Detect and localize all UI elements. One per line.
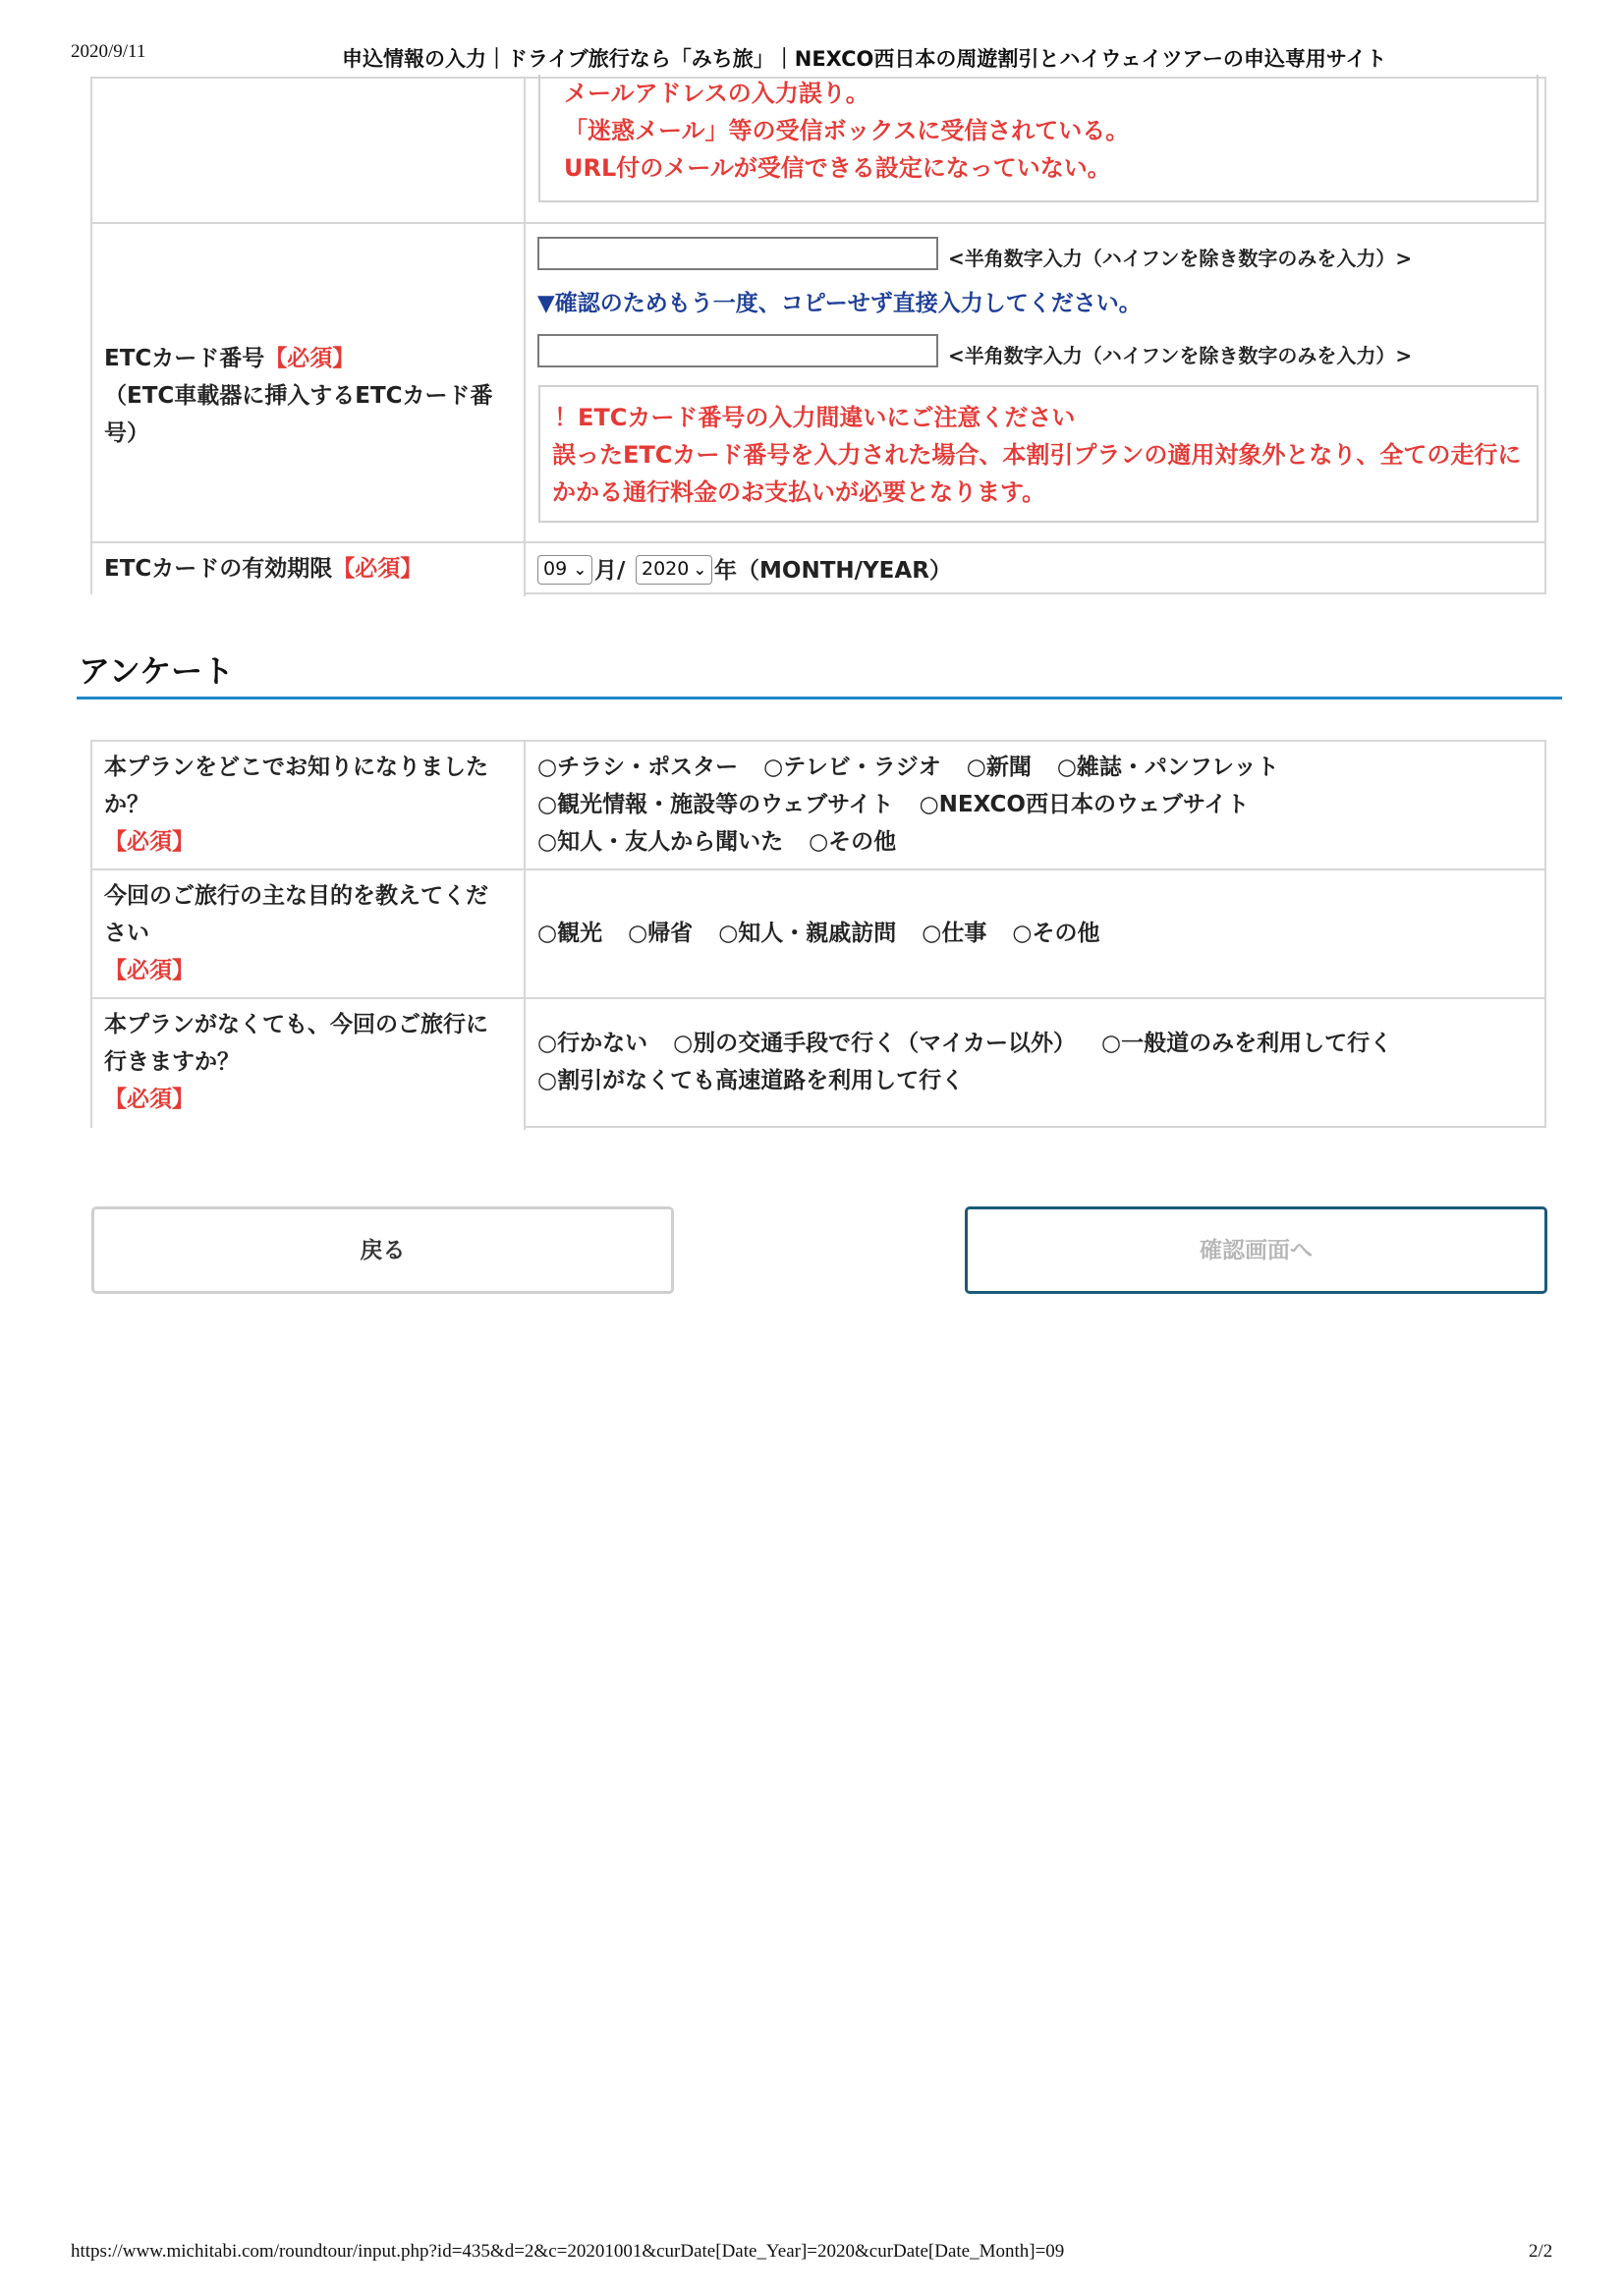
radio-option[interactable]: ○行かない xyxy=(537,1031,648,1056)
etc-card-sublabel-2: 号） xyxy=(104,420,149,446)
survey-q3-options-line-2 xyxy=(537,1062,981,1099)
survey-q3-label-cell xyxy=(92,999,526,1130)
radio-option[interactable]: ○知人・親戚訪問 xyxy=(718,921,897,946)
radio-icon: ○ xyxy=(628,921,648,946)
radio-icon: ○ xyxy=(537,1031,558,1056)
survey-q1-label-1: 本プランをどこでお知りになりました xyxy=(104,755,488,780)
radio-icon: ○ xyxy=(966,755,986,780)
email-note-2: 「迷惑メール」等の受信ボックスに受信されている。 xyxy=(564,117,1130,144)
email-warning-box xyxy=(538,75,1539,202)
radio-option[interactable]: ○その他 xyxy=(809,829,897,855)
radio-option[interactable]: ○仕事 xyxy=(922,921,987,946)
etc-card-row xyxy=(92,224,1544,543)
survey-q2-label-1: 今回のご旅行の主な目的を教えてくだ xyxy=(104,883,488,909)
etc-card-input-hint-1: <半角数字入力（ハイフンを除き数字のみを入力）> xyxy=(948,247,1413,270)
print-page-title: 申込情報の入力｜ドライブ旅行なら「みち旅」｜NEXCO西日本の周遊割引とハイウェイツアーの申込専用サイト xyxy=(342,47,1387,71)
radio-option[interactable]: ○NEXCO西日本のウェブサイト xyxy=(919,792,1250,817)
radio-icon: ○ xyxy=(537,1068,558,1093)
expiry-month-select[interactable]: 09 ⌄ xyxy=(537,555,592,585)
survey-q1-options xyxy=(526,742,1544,868)
chevron-down-icon: ⌄ xyxy=(693,560,706,579)
radio-option[interactable]: ○帰省 xyxy=(628,921,694,946)
print-date: 2020/9/11 xyxy=(71,41,146,62)
required-badge: 【必須】 xyxy=(332,556,423,582)
required-badge: 【必須】 xyxy=(104,958,195,983)
radio-icon: ○ xyxy=(763,755,784,780)
etc-card-confirm-note: ▼確認のためもう一度、コピーせず直接入力してください。 xyxy=(537,291,1142,316)
required-badge: 【必須】 xyxy=(264,346,356,371)
etc-card-number-confirm-input[interactable] xyxy=(537,334,938,367)
survey-q1-label-cell xyxy=(92,742,526,868)
radio-icon: ○ xyxy=(537,792,558,817)
email-notes-row xyxy=(92,79,1544,224)
radio-option[interactable]: ○テレビ・ラジオ xyxy=(763,755,941,780)
survey-q3-label-2: 行きますか？ xyxy=(104,1049,240,1075)
etc-card-sublabel-1: （ETC車載器に挿入するETCカード番 xyxy=(104,383,493,409)
radio-icon: ○ xyxy=(537,921,558,946)
radio-icon: ○ xyxy=(1101,1031,1122,1056)
print-url: https://www.michitabi.com/roundtour/input.php?id=435&d=2&c=20201001&curDate[Date_Year]=2020&curDate[Date_Month]=09 xyxy=(71,2241,1065,2262)
chevron-down-icon: ⌄ xyxy=(573,560,587,579)
survey-q2-label-cell xyxy=(92,870,526,997)
expiry-month-suffix: 月/ xyxy=(594,558,626,584)
etc-card-input-hint-2: <半角数字入力（ハイフンを除き数字のみを入力）> xyxy=(948,344,1413,367)
survey-q2-label-2: さい xyxy=(104,921,149,946)
survey-section-title: アンケート xyxy=(79,652,235,690)
expiry-year-select[interactable]: 2020 ⌄ xyxy=(636,555,712,585)
survey-q1-options-line-3 xyxy=(537,823,914,861)
radio-icon: ○ xyxy=(537,829,558,855)
radio-icon: ○ xyxy=(919,792,939,817)
etc-expiry-value-cell xyxy=(526,543,1544,596)
survey-q2-row xyxy=(92,870,1544,999)
survey-q1-options-line-2 xyxy=(537,786,1266,823)
radio-icon: ○ xyxy=(922,921,942,946)
radio-option[interactable]: ○観光 xyxy=(537,921,603,946)
survey-table xyxy=(90,740,1546,1128)
etc-expiry-label-cell xyxy=(92,543,526,596)
survey-q1-label-2: か？ xyxy=(104,792,149,817)
survey-section-divider xyxy=(77,697,1562,700)
radio-icon: ○ xyxy=(1012,921,1033,946)
email-note-3: URL付のメールが受信できる設定になっていない。 xyxy=(564,154,1111,182)
radio-option[interactable]: ○観光情報・施設等のウェブサイト xyxy=(537,792,894,817)
etc-expiry-row xyxy=(92,543,1544,596)
radio-option[interactable]: ○新聞 xyxy=(966,755,1032,780)
radio-icon: ○ xyxy=(809,829,829,855)
expiry-year-suffix: 年（MONTH/YEAR） xyxy=(714,558,952,584)
survey-q3-options xyxy=(526,999,1544,1130)
etc-expiry-label: ETCカードの有効期限【必須】 xyxy=(104,556,423,582)
email-notes-label-cell xyxy=(92,79,526,222)
back-button[interactable]: 戻る xyxy=(91,1206,674,1294)
required-badge: 【必須】 xyxy=(104,1087,195,1112)
radio-option[interactable]: ○雑誌・パンフレット xyxy=(1056,755,1279,780)
radio-icon: ○ xyxy=(1056,755,1077,780)
etc-card-warning-body-1: 誤ったETCカード番号を入力された場合、本割引プランの適用対象外となり、全ての走行に xyxy=(552,441,1522,469)
survey-q3-options-line-1 xyxy=(537,1025,1410,1062)
radio-option[interactable]: ○知人・友人から聞いた xyxy=(537,829,784,855)
form-table xyxy=(90,77,1546,594)
radio-icon: ○ xyxy=(537,755,558,780)
etc-card-warning-title: ！ETCカード番号の入力間違いにご注意ください xyxy=(554,404,1076,431)
radio-option[interactable]: ○別の交通手段で行く（マイカー以外） xyxy=(673,1031,1077,1056)
survey-q2-options xyxy=(526,870,1544,997)
print-page-number: 2/2 xyxy=(1529,2241,1553,2262)
etc-card-value-cell xyxy=(526,224,1544,541)
radio-icon: ○ xyxy=(673,1031,694,1056)
radio-icon: ○ xyxy=(718,921,739,946)
etc-card-label: ETCカード番号【必須】 xyxy=(104,346,356,371)
required-badge: 【必須】 xyxy=(104,829,195,855)
confirm-screen-button[interactable]: 確認画面へ xyxy=(965,1206,1547,1294)
radio-option[interactable]: ○チラシ・ポスター xyxy=(537,755,739,780)
survey-q1-options-line-1 xyxy=(537,749,1297,786)
survey-q1-row xyxy=(92,742,1544,870)
email-notes-value-cell xyxy=(526,79,1544,222)
etc-card-warning-box xyxy=(538,385,1539,523)
survey-q2-options-line-1 xyxy=(537,915,1117,952)
radio-option[interactable]: ○その他 xyxy=(1012,921,1100,946)
radio-option[interactable]: ○一般道のみを利用して行く xyxy=(1101,1031,1393,1056)
email-note-1: メールアドレスの入力誤り。 xyxy=(564,80,869,107)
survey-q3-label-1: 本プランがなくても、今回のご旅行に xyxy=(104,1012,488,1037)
survey-q3-row xyxy=(92,999,1544,1130)
radio-option[interactable]: ○割引がなくても高速道路を利用して行く xyxy=(537,1068,965,1093)
etc-card-label-cell xyxy=(92,224,526,541)
etc-card-number-input[interactable] xyxy=(537,237,938,270)
etc-card-warning-body-2: かかる通行料金のお支払いが必要となります。 xyxy=(552,478,1046,506)
